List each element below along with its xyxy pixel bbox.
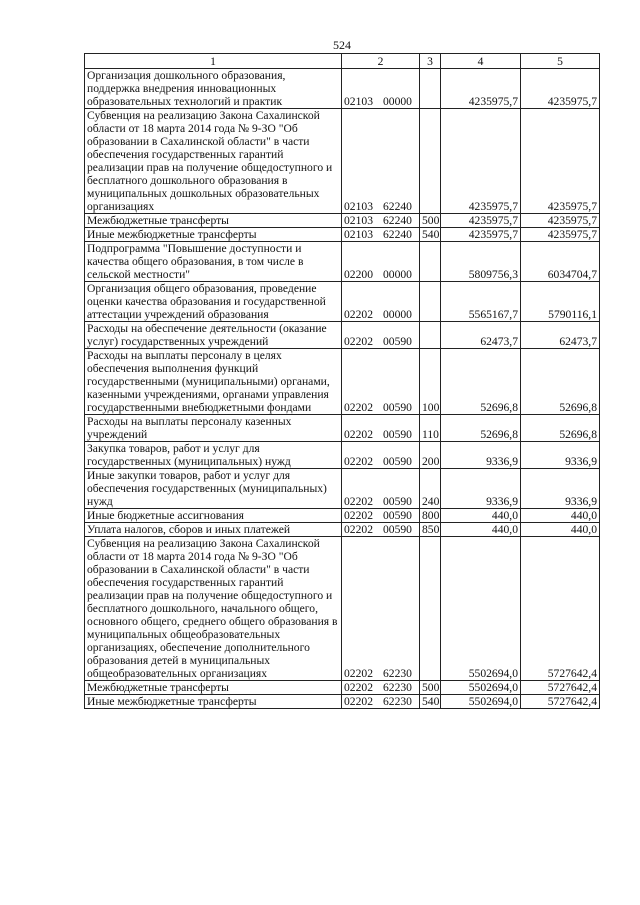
header-col-4: 4 bbox=[441, 54, 521, 69]
csr-part: 02200 bbox=[344, 268, 373, 281]
code-part: 62230 bbox=[382, 695, 412, 708]
row-value-year1: 4235975,7 bbox=[441, 214, 521, 228]
row-value-year1: 9336,9 bbox=[441, 469, 521, 509]
row-value-year1: 5565167,7 bbox=[441, 282, 521, 322]
header-row bbox=[85, 54, 600, 69]
row-code bbox=[342, 509, 420, 523]
table-row bbox=[85, 282, 600, 322]
row-value-year2: 5727642,4 bbox=[521, 537, 600, 681]
row-value-year2: 5790116,1 bbox=[521, 282, 600, 322]
csr-part: 02202 bbox=[344, 681, 373, 694]
row-vr: 500 bbox=[420, 214, 441, 228]
row-value-year2: 9336,9 bbox=[521, 469, 600, 509]
csr-part: 02202 bbox=[344, 455, 373, 468]
row-name: Организация дошкольного образования, поддержка внедрения инновационных образовательных технологий и практик bbox=[85, 69, 342, 109]
row-value-year1: 440,0 bbox=[441, 509, 521, 523]
code-part: 62240 bbox=[382, 228, 412, 241]
row-name: Организация общего образования, проведение оценки качества образования и государственной аттестации учреждений образования bbox=[85, 282, 342, 322]
row-value-year2: 9336,9 bbox=[521, 442, 600, 469]
table-row bbox=[85, 442, 600, 469]
code-part: 62240 bbox=[382, 214, 412, 227]
row-value-year1: 4235975,7 bbox=[441, 69, 521, 109]
row-vr: 200 bbox=[420, 442, 441, 469]
row-value-year2: 4235975,7 bbox=[521, 69, 600, 109]
row-vr: 500 bbox=[420, 681, 441, 695]
csr-part: 02103 bbox=[344, 95, 373, 108]
csr-part: 02202 bbox=[344, 335, 373, 348]
row-value-year2: 4235975,7 bbox=[521, 228, 600, 242]
row-code bbox=[342, 681, 420, 695]
row-value-year2: 62473,7 bbox=[521, 322, 600, 349]
row-name: Иные закупки товаров, работ и услуг для обеспечения государственных (муниципальных) нужд bbox=[85, 469, 342, 509]
row-value-year1: 5502694,0 bbox=[441, 681, 521, 695]
row-vr: 540 bbox=[420, 228, 441, 242]
row-vr: 110 bbox=[420, 415, 441, 442]
row-value-year2: 440,0 bbox=[521, 509, 600, 523]
header-col-1: 1 bbox=[85, 54, 342, 69]
row-name: Межбюджетные трансферты bbox=[85, 214, 342, 228]
table-row bbox=[85, 228, 600, 242]
row-vr bbox=[420, 322, 441, 349]
row-code bbox=[342, 109, 420, 214]
page-number: 524 bbox=[333, 38, 351, 52]
row-value-year2: 52696,8 bbox=[521, 415, 600, 442]
row-value-year1: 4235975,7 bbox=[441, 109, 521, 214]
code-part: 62230 bbox=[382, 667, 412, 680]
row-vr: 850 bbox=[420, 523, 441, 537]
row-name: Субвенция на реализацию Закона Сахалинской области от 18 марта 2014 года № 9-ЗО "Об образовании в Сахалинской области" в части обеспечения государственных гарантий реализации прав на получение общедоступного и бесплатного дошкольного образования в муниципальных дошкольных образовательных организациях bbox=[85, 109, 342, 214]
csr-part: 02103 bbox=[344, 228, 373, 241]
csr-part: 02202 bbox=[344, 523, 373, 536]
row-value-year2: 6034704,7 bbox=[521, 242, 600, 282]
header-col-3: 3 bbox=[420, 54, 441, 69]
code-part: 00590 bbox=[382, 428, 412, 441]
code-part: 00590 bbox=[382, 523, 412, 536]
row-name: Иные межбюджетные трансферты bbox=[85, 695, 342, 709]
code-part: 00590 bbox=[382, 495, 412, 508]
table-row bbox=[85, 523, 600, 537]
code-part: 00590 bbox=[382, 455, 412, 468]
table-row bbox=[85, 322, 600, 349]
row-vr bbox=[420, 537, 441, 681]
row-value-year1: 62473,7 bbox=[441, 322, 521, 349]
table-row bbox=[85, 242, 600, 282]
table-row bbox=[85, 695, 600, 709]
row-value-year1: 440,0 bbox=[441, 523, 521, 537]
csr-part: 02202 bbox=[344, 308, 373, 321]
row-value-year2: 4235975,7 bbox=[521, 109, 600, 214]
row-name: Расходы на выплаты персоналу в целях обеспечения выполнения функций государственными (муниципальными) органами, казенными учреждениями, органами управления государственными внебюджетными фондами bbox=[85, 349, 342, 415]
csr-part: 02202 bbox=[344, 401, 373, 414]
csr-part: 02103 bbox=[344, 214, 373, 227]
row-value-year1: 52696,8 bbox=[441, 415, 521, 442]
row-code bbox=[342, 349, 420, 415]
row-name: Расходы на выплаты персоналу казенных учреждений bbox=[85, 415, 342, 442]
table-row bbox=[85, 469, 600, 509]
budget-table bbox=[84, 53, 600, 709]
row-code bbox=[342, 214, 420, 228]
row-value-year2: 440,0 bbox=[521, 523, 600, 537]
row-vr: 800 bbox=[420, 509, 441, 523]
csr-part: 02202 bbox=[344, 509, 373, 522]
row-value-year1: 5502694,0 bbox=[441, 695, 521, 709]
csr-part: 02202 bbox=[344, 695, 373, 708]
row-name: Субвенция на реализацию Закона Сахалинской области от 18 марта 2014 года № 9-ЗО "Об образовании в Сахалинской области" в части обеспечения государственных гарантий реализации прав на получение общедоступного и бесплатного дошкольного, начального общего, основного общего, среднего общего образования в муниципальных общеобразовательных организациях, обеспечение дополнительного образования детей в муниципальных общеобразовательных организациях bbox=[85, 537, 342, 681]
table-row bbox=[85, 214, 600, 228]
code-part: 00000 bbox=[382, 95, 412, 108]
code-part: 00590 bbox=[382, 401, 412, 414]
row-code bbox=[342, 242, 420, 282]
code-part: 00590 bbox=[382, 509, 412, 522]
header-col-5: 5 bbox=[521, 54, 600, 69]
row-code bbox=[342, 537, 420, 681]
row-value-year1: 5809756,3 bbox=[441, 242, 521, 282]
row-name: Межбюджетные трансферты bbox=[85, 681, 342, 695]
row-code bbox=[342, 322, 420, 349]
code-part: 62240 bbox=[382, 200, 412, 213]
code-part: 00590 bbox=[382, 335, 412, 348]
row-value-year1: 52696,8 bbox=[441, 349, 521, 415]
row-name: Иные межбюджетные трансферты bbox=[85, 228, 342, 242]
row-code bbox=[342, 695, 420, 709]
row-code bbox=[342, 228, 420, 242]
row-value-year2: 5727642,4 bbox=[521, 681, 600, 695]
row-name: Уплата налогов, сборов и иных платежей bbox=[85, 523, 342, 537]
table-row bbox=[85, 349, 600, 415]
row-value-year2: 4235975,7 bbox=[521, 214, 600, 228]
csr-part: 02202 bbox=[344, 667, 373, 680]
row-code bbox=[342, 469, 420, 509]
row-value-year1: 9336,9 bbox=[441, 442, 521, 469]
row-name: Подпрограмма "Повышение доступности и качества общего образования, в том числе в сельской местности" bbox=[85, 242, 342, 282]
row-vr bbox=[420, 69, 441, 109]
code-part: 62230 bbox=[382, 681, 412, 694]
table-row bbox=[85, 109, 600, 214]
row-vr: 540 bbox=[420, 695, 441, 709]
row-name: Закупка товаров, работ и услуг для государственных (муниципальных) нужд bbox=[85, 442, 342, 469]
row-value-year1: 4235975,7 bbox=[441, 228, 521, 242]
table-row bbox=[85, 509, 600, 523]
row-code bbox=[342, 523, 420, 537]
row-value-year1: 5502694,0 bbox=[441, 537, 521, 681]
csr-part: 02202 bbox=[344, 428, 373, 441]
row-value-year2: 52696,8 bbox=[521, 349, 600, 415]
row-code bbox=[342, 282, 420, 322]
row-value-year2: 5727642,4 bbox=[521, 695, 600, 709]
table-row bbox=[85, 69, 600, 109]
header-col-2: 2 bbox=[342, 54, 420, 69]
row-code bbox=[342, 415, 420, 442]
row-vr: 100 bbox=[420, 349, 441, 415]
csr-part: 02103 bbox=[344, 200, 373, 213]
csr-part: 02202 bbox=[344, 495, 373, 508]
row-code bbox=[342, 442, 420, 469]
row-vr bbox=[420, 109, 441, 214]
table-row bbox=[85, 415, 600, 442]
row-vr: 240 bbox=[420, 469, 441, 509]
row-vr bbox=[420, 282, 441, 322]
row-name: Иные бюджетные ассигнования bbox=[85, 509, 342, 523]
row-code bbox=[342, 69, 420, 109]
row-vr bbox=[420, 242, 441, 282]
table-row bbox=[85, 537, 600, 681]
code-part: 00000 bbox=[382, 268, 412, 281]
row-name: Расходы на обеспечение деятельности (оказание услуг) государственных учреждений bbox=[85, 322, 342, 349]
code-part: 00000 bbox=[382, 308, 412, 321]
table-row bbox=[85, 681, 600, 695]
